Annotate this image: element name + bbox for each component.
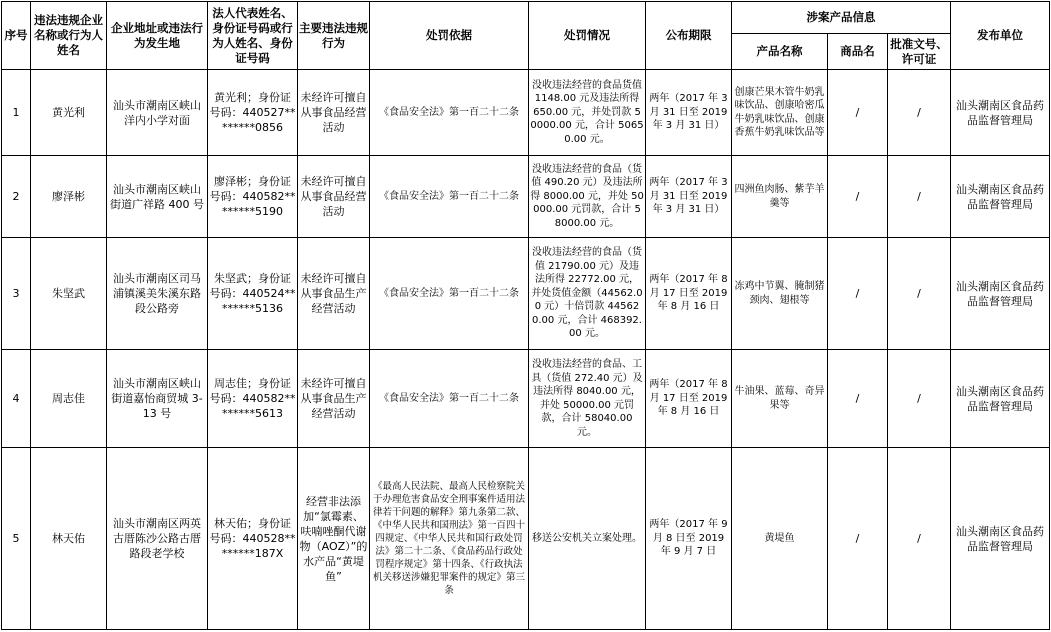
header-publisher: 发布单位 bbox=[951, 2, 1050, 70]
cell-violation: 未经许可擅自从事食品经营活动 bbox=[298, 156, 370, 238]
cell-address: 汕头市潮南区两英古厝陈沙公路古厝路段老学校 bbox=[107, 448, 208, 630]
cell-approval: / bbox=[888, 350, 951, 448]
header-situation: 处罚情况 bbox=[529, 2, 646, 70]
cell-basis: 《食品安全法》第一百二十二条 bbox=[370, 238, 529, 350]
cell-basis: 《食品安全法》第一百二十二条 bbox=[370, 156, 529, 238]
header-trademark: 商品名 bbox=[828, 34, 888, 70]
header-approval: 批准文号、许可证 bbox=[888, 34, 951, 70]
cell-address: 汕头市潮南区司马浦镇溪美朱溪东路段公路旁 bbox=[107, 238, 208, 350]
cell-trademark: / bbox=[828, 70, 888, 156]
header-basis: 处罚依据 bbox=[370, 2, 529, 70]
cell-trademark: / bbox=[828, 448, 888, 630]
cell-publisher: 汕头潮南区食品药品监督管理局 bbox=[951, 238, 1050, 350]
cell-legal: 黄光利；身份证号码：440527********0856 bbox=[208, 70, 298, 156]
header-violation: 主要违法违规行为 bbox=[298, 2, 370, 70]
cell-product: 牛油果、蓝莓、奇异果等 bbox=[732, 350, 828, 448]
header-product-group: 涉案产品信息 bbox=[732, 2, 951, 34]
cell-approval: / bbox=[888, 238, 951, 350]
cell-situation: 没收违法经营的食品（货值 490.20 元）及违法所得 8000.00 元，并处 50000.00 元罚款，合计 58000.00 元。 bbox=[529, 156, 646, 238]
cell-seq: 5 bbox=[2, 448, 31, 630]
cell-situation: 没收违法经营的食品（货值 21790.00 元）及违法所得 22772.00 元，并处货值金额（44562.00 元）十倍罚款 445620.00 元，合计 468392.00 元。 bbox=[529, 238, 646, 350]
cell-seq: 1 bbox=[2, 70, 31, 156]
cell-situation: 没收违法经营的食品、工具（货值 272.40 元）及违法所得 8040.00 元，并处 50000.00 元罚款，合计 58040.00 元。 bbox=[529, 350, 646, 448]
cell-trademark: / bbox=[828, 350, 888, 448]
table-row bbox=[2, 156, 1050, 238]
cell-name: 朱坚武 bbox=[31, 238, 107, 350]
cell-address: 汕头市潮南区峡山街道广祥路 400 号 bbox=[107, 156, 208, 238]
cell-violation: 未经许可擅自从事食品经营活动 bbox=[298, 70, 370, 156]
cell-publisher: 汕头潮南区食品药品监督管理局 bbox=[951, 448, 1050, 630]
cell-address: 汕头市潮南区峡山洋内小学对面 bbox=[107, 70, 208, 156]
header-product-name: 产品名称 bbox=[732, 34, 828, 70]
header-legal: 法人代表姓名、身份证号码或行为人姓名、身份证号码 bbox=[208, 2, 298, 70]
cell-publisher: 汕头潮南区食品药品监督管理局 bbox=[951, 156, 1050, 238]
header-period: 公布期限 bbox=[646, 2, 732, 70]
cell-violation: 未经许可擅自从事食品生产经营活动 bbox=[298, 238, 370, 350]
cell-legal: 朱坚武；身份证号码：440524********5136 bbox=[208, 238, 298, 350]
cell-legal: 周志佳；身份证号码：440582********5613 bbox=[208, 350, 298, 448]
cell-period: 两年（2017 年 3 月 31 日至 2019 年 3 月 31 日） bbox=[646, 70, 732, 156]
table-row bbox=[2, 448, 1050, 630]
cell-name: 林天佑 bbox=[31, 448, 107, 630]
cell-seq: 2 bbox=[2, 156, 31, 238]
cell-situation: 移送公安机关立案处理。 bbox=[529, 448, 646, 630]
cell-product: 四洲鱼肉肠、紫芋羊羹等 bbox=[732, 156, 828, 238]
header-name: 违法违规企业名称或行为人姓名 bbox=[31, 2, 107, 70]
cell-legal: 廖泽彬；身份证号码：440582********5190 bbox=[208, 156, 298, 238]
cell-period: 两年（2017 年 8 月 17 日至 2019 年 8 月 16 日 bbox=[646, 238, 732, 350]
penalty-table bbox=[1, 1, 1050, 630]
cell-publisher: 汕头潮南区食品药品监督管理局 bbox=[951, 350, 1050, 448]
cell-trademark: / bbox=[828, 156, 888, 238]
cell-address: 汕头市潮南区峡山街道嘉怡商贸城 3-13 号 bbox=[107, 350, 208, 448]
cell-situation: 没收违法经营的食品货值 1148.00 元及违法所得 650.00 元，并处罚款 50000.00 元，合计 50650.00 元。 bbox=[529, 70, 646, 156]
cell-name: 黄光利 bbox=[31, 70, 107, 156]
cell-trademark: / bbox=[828, 238, 888, 350]
cell-product: 黄堤鱼 bbox=[732, 448, 828, 630]
cell-approval: / bbox=[888, 448, 951, 630]
cell-violation: 未经许可擅自从事食品生产经营活动 bbox=[298, 350, 370, 448]
header-address: 企业地址或违法行为发生地 bbox=[107, 2, 208, 70]
cell-seq: 3 bbox=[2, 238, 31, 350]
cell-product: 冻鸡中节翼、腌制猪颈肉、翅根等 bbox=[732, 238, 828, 350]
cell-period: 两年（2017 年 3 月 31 日至 2019 年 3 月 31 日） bbox=[646, 156, 732, 238]
cell-publisher: 汕头潮南区食品药品监督管理局 bbox=[951, 70, 1050, 156]
cell-basis: 《食品安全法》第一百二十二条 bbox=[370, 350, 529, 448]
cell-legal: 林天佑；身份证号码：440528********187X bbox=[208, 448, 298, 630]
table-row bbox=[2, 238, 1050, 350]
table-row bbox=[2, 70, 1050, 156]
cell-violation: 经营非法添加“氯霉素、呋喃唑酮代谢物（AOZ）”的水产品“黄堤鱼” bbox=[298, 448, 370, 630]
cell-name: 廖泽彬 bbox=[31, 156, 107, 238]
cell-basis: 《最高人民法院、最高人民检察院关于办理危害食品安全刑事案件适用法律若干问题的解释》第九条第二款、《中华人民共和国刑法》第一百四十四规定、《中华人民共和国行政处罚法》第二十二条、《食品药品行政处罚程序规定》第十四条、《行政执法机关移送涉嫌犯罪案件的规定》第三条 bbox=[370, 448, 529, 630]
cell-product: 创康芒果木管牛奶乳味饮品、创康哈密瓜牛奶乳味饮品、创康香蕉牛奶乳味饮品等 bbox=[732, 70, 828, 156]
cell-period: 两年（2017 年 9 月 8 日至 2019 年 9 月 7 日 bbox=[646, 448, 732, 630]
cell-name: 周志佳 bbox=[31, 350, 107, 448]
cell-seq: 4 bbox=[2, 350, 31, 448]
cell-period: 两年（2017 年 8 月 17 日至 2019 年 8 月 16 日 bbox=[646, 350, 732, 448]
cell-approval: / bbox=[888, 70, 951, 156]
table-row bbox=[2, 350, 1050, 448]
cell-basis: 《食品安全法》第一百二十二条 bbox=[370, 70, 529, 156]
header-seq: 序号 bbox=[2, 2, 31, 70]
cell-approval: / bbox=[888, 156, 951, 238]
